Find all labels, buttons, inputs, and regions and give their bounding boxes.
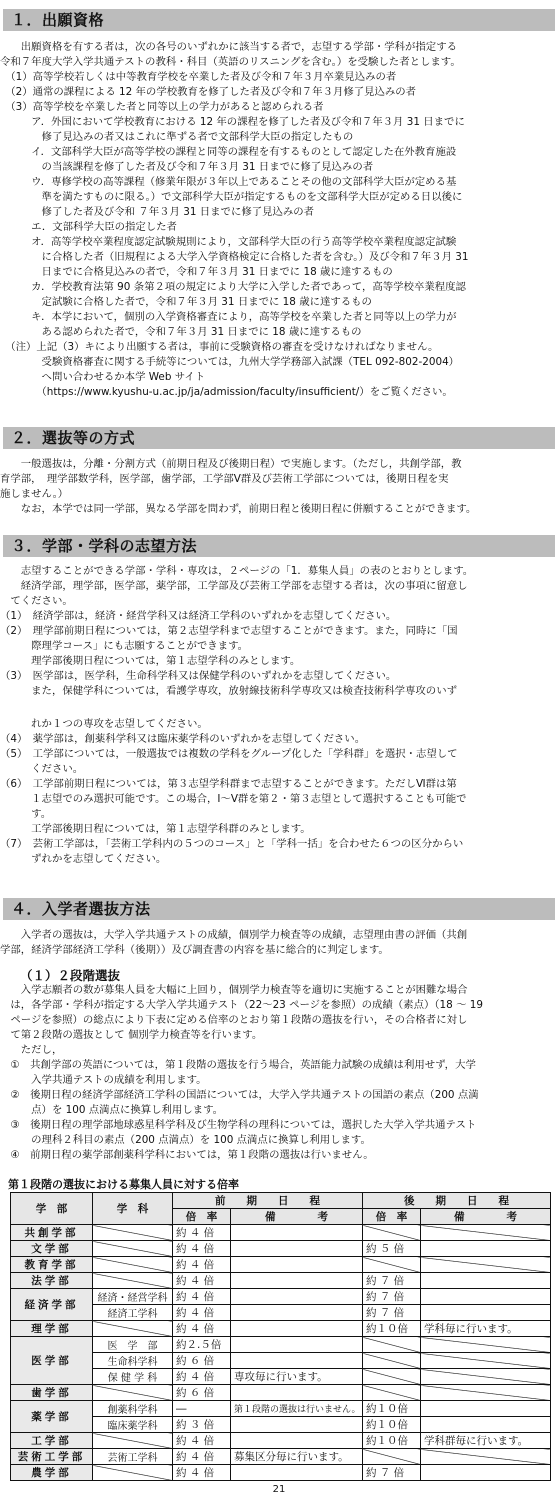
text-line: ずれかを志望してください。 xyxy=(0,853,167,865)
header-zenki-ratio: 倍 率 xyxy=(173,1209,231,1225)
faculty-cell: 理学部 xyxy=(11,1321,93,1337)
text-line: （2） 理学部前期日程については，第２志望学科まで志望することができます。また，同時に「国 xyxy=(0,625,458,637)
koki-ratio-cell xyxy=(363,1337,421,1353)
text-line: 日までに合格見込みの者で，令和７年３月 31 日までに 18 歳に達するもの xyxy=(0,266,393,278)
table-caption: 第１段階の選抜における募集人員に対する倍率 xyxy=(8,1178,239,1191)
koki-ratio-cell: 約 ７ 倍 xyxy=(363,1465,421,1481)
text-line: ア．外国において学校教育における 12 年の課程を修了した者及び令和７年３月 31 日までに xyxy=(0,116,465,128)
text-line: 学部，経済学部経済工学科（後期））及び調査書の内容を基に総合的に判定します。 xyxy=(0,944,389,956)
koki-remarks-cell xyxy=(421,1337,551,1353)
text-line: ウ．専修学校の高等課程（修業年限が３年以上であることその他の文部科学大臣が定める基 xyxy=(0,176,457,188)
header-koki-remarks: 備 考 xyxy=(421,1209,551,1225)
faculty-cell: 工学部 xyxy=(11,1433,93,1449)
section-heading-1: １．出願資格 xyxy=(3,9,555,31)
koki-remarks-cell xyxy=(421,1449,551,1465)
text-line: また，保健学科については，看護学専攻，放射線技術科学専攻又は検査技術科学専攻のいず xyxy=(0,685,457,697)
faculty-cell: 芸術工学部 xyxy=(11,1449,93,1465)
text-line: 際理学コース」にも志願することができます。 xyxy=(0,640,249,652)
table-row xyxy=(11,1449,551,1465)
text-line: キ．本学において，個別の入学資格審査により，高等学校を卒業した者と同等以上の学力が xyxy=(0,311,457,323)
table-row xyxy=(11,1257,551,1273)
zenki-ratio-cell: 約 ４ 倍 xyxy=(173,1321,231,1337)
text-line: （5） 工学部については，一般選抜では複数の学科をグループ化した「学科群」を選択・志望して xyxy=(0,748,458,760)
department-cell: 経済・経営学科 xyxy=(93,1289,173,1305)
text-line: （注）上記（3）キにより出願する者は，事前に受験資格の審査を受けなければなりません。 xyxy=(0,341,439,353)
text-line: てください。 xyxy=(0,595,73,607)
koki-ratio-cell: 約 ７ 倍 xyxy=(363,1289,421,1305)
text-line: 工学部後期日程については，第１志望学科群のみとします。 xyxy=(0,823,311,835)
zenki-ratio-cell: 約 ４ 倍 xyxy=(173,1433,231,1449)
text-line: （3）高等学校を卒業した者と同等以上の学力があると認められる者 xyxy=(0,101,324,113)
text-line: 令和７年度大学入学共通テストの教科・科目（英語のリスニングを含む。）を受験した者とします。 xyxy=(0,56,461,68)
text-line: ある認められた者で，令和７年３月 31 日までに 18 歳に達するもの xyxy=(0,326,362,338)
text-line: へ問い合わせるか本学 Web サイト xyxy=(0,371,206,383)
table-row xyxy=(11,1273,551,1289)
zenki-remarks-cell: 専攻毎に行います。 xyxy=(231,1369,363,1385)
text-line: カ．学校教育法第 90 条第２項の規定により大学に入学した者であって，高等学校卒業程度認 xyxy=(0,281,466,293)
text-line: ただし， xyxy=(0,1044,63,1056)
text-line: ③ 後期日程の理学部地球惑星科学科及び生物学科の理科については，選択した大学入学共通テスト xyxy=(0,1119,477,1131)
department-cell: 保 健 学 科 xyxy=(93,1369,173,1385)
zenki-remarks-cell xyxy=(231,1273,363,1289)
zenki-ratio-cell: 約 ３ 倍 xyxy=(173,1417,231,1433)
text-line: 施しません。） xyxy=(0,488,69,500)
header-zenki: 前 期 日 程 xyxy=(173,1193,363,1209)
text-line: イ．文部科学大臣が高等学校の課程と同等の課程を有するものとして認定した在外教育施設 xyxy=(0,146,457,158)
koki-remarks-cell xyxy=(421,1305,551,1321)
selection-ratio-table xyxy=(10,1192,551,1481)
koki-remarks-cell: 学科群毎に行います。 xyxy=(421,1433,551,1449)
zenki-remarks-cell xyxy=(231,1337,363,1353)
koki-ratio-cell: 約１０倍 xyxy=(363,1433,421,1449)
zenki-ratio-cell: 約 ４ 倍 xyxy=(173,1289,231,1305)
text-line: （https://www.kyushu-u.ac.jp/ja/admission/faculty/insufficient/）をご覧ください。 xyxy=(0,386,453,398)
text-line: （1） 経済学部は，経済・経営学科又は経済工学科のいずれかを志望してください。 xyxy=(0,610,397,622)
zenki-remarks-cell xyxy=(231,1417,363,1433)
zenki-remarks-cell xyxy=(231,1353,363,1369)
koki-ratio-cell: 約 ７ 倍 xyxy=(363,1273,421,1289)
department-cell: 芸術工学科 xyxy=(93,1449,173,1465)
text-line: 理学部後期日程については，第１志望学科のみとします。 xyxy=(0,655,301,667)
zenki-remarks-cell xyxy=(231,1225,363,1241)
department-cell: 創薬科学科 xyxy=(93,1401,173,1417)
zenki-remarks-cell xyxy=(231,1305,363,1321)
faculty-cell: 農学部 xyxy=(11,1465,93,1481)
faculty-cell: 文学部 xyxy=(11,1241,93,1257)
department-cell: 経済工学科 xyxy=(93,1305,173,1321)
koki-ratio-cell: 約 ７ 倍 xyxy=(363,1305,421,1321)
zenki-remarks-cell xyxy=(231,1321,363,1337)
table-row xyxy=(11,1385,551,1401)
text-line: 出願資格を有する者は，次の各号のいずれかに該当する者で，志望する学部・学科が指定する xyxy=(0,41,457,53)
faculty-cell: 薬学部 xyxy=(11,1401,93,1433)
koki-ratio-cell xyxy=(363,1257,421,1273)
table-row xyxy=(11,1289,551,1305)
section-heading-2: ２．選抜等の方式 xyxy=(3,427,555,449)
koki-remarks-cell xyxy=(421,1369,551,1385)
zenki-ratio-cell: 約２.５倍 xyxy=(173,1337,231,1353)
koki-remarks-cell xyxy=(421,1465,551,1481)
koki-remarks-cell: 学科毎に行います。 xyxy=(421,1321,551,1337)
department-cell xyxy=(93,1385,173,1401)
text-line: す。 xyxy=(0,808,52,820)
zenki-ratio-cell: 約 ４ 倍 xyxy=(173,1225,231,1241)
faculty-cell: 教育学部 xyxy=(11,1257,93,1273)
zenki-remarks-cell: 募集区分毎に行います。 xyxy=(231,1449,363,1465)
koki-remarks-cell xyxy=(421,1417,551,1433)
koki-remarks-cell xyxy=(421,1257,551,1273)
text-line: 点）を 100 点満点に換算し利用します。 xyxy=(0,1104,224,1116)
text-line: 志望することができる学部・学科・専攻は，２ページの「1．募集人員」の表のとおりとします。 xyxy=(0,565,474,577)
zenki-remarks-cell xyxy=(231,1465,363,1481)
text-line: 育学部， 理学部数学科，医学部，歯学部，工学部Ⅴ群及び芸術工学部については，後期日程を実 xyxy=(0,473,449,485)
koki-remarks-cell xyxy=(421,1401,551,1417)
koki-remarks-cell xyxy=(421,1353,551,1369)
zenki-ratio-cell: 約 ４ 倍 xyxy=(173,1465,231,1481)
text-line: 入学共通テストの成績を利用します。 xyxy=(0,1074,207,1086)
table-row xyxy=(11,1225,551,1241)
text-line: 定試験に合格した者で，令和７年３月 31 日までに 18 歳に達するもの xyxy=(0,296,372,308)
text-line: （6） 工学部前期日程については，第３志望学科群まで志望することができます。ただしⅥ群は第 xyxy=(0,778,457,790)
department-cell xyxy=(93,1241,173,1257)
text-line: の理科２科目の素点（200 点満点）を 100 点満点に換算し利用します。 xyxy=(0,1134,371,1146)
zenki-ratio-cell: 約 ６ 倍 xyxy=(173,1353,231,1369)
text-line: 修了見込みの者又はこれに準ずる者で文部科学大臣の指定したもの xyxy=(0,131,354,143)
zenki-ratio-cell: ― xyxy=(173,1401,231,1417)
faculty-cell: 共創学部 xyxy=(11,1225,93,1241)
text-line: ④ 前期日程の薬学部創薬科学科においては，第１段階の選抜は行いません。 xyxy=(0,1149,374,1161)
zenki-ratio-cell: 約 ６ 倍 xyxy=(173,1385,231,1401)
zenki-remarks-cell xyxy=(231,1433,363,1449)
text-line: オ．高等学校卒業程度認定試験規則により，文部科学大臣の行う高等学校卒業程度認定試験 xyxy=(0,236,457,248)
zenki-remarks-cell xyxy=(231,1289,363,1305)
department-cell xyxy=(93,1321,173,1337)
text-line: ① 共創学部の英語については，第１段階の選抜を行う場合，英語能力試験の成績は利用せず，大学 xyxy=(0,1059,476,1071)
text-line: 一般選抜は，分離・分割方式（前期日程及び後期日程）で実施します。（ただし，共創学部，教 xyxy=(0,458,462,470)
zenki-remarks-cell xyxy=(231,1257,363,1273)
koki-remarks-cell xyxy=(421,1385,551,1401)
text-line: 修了した者及び令和 ７年３月 31 日までに修了見込みの者 xyxy=(0,206,315,218)
department-cell xyxy=(93,1465,173,1481)
department-cell xyxy=(93,1257,173,1273)
faculty-cell: 歯学部 xyxy=(11,1385,93,1401)
zenki-ratio-cell: 約 ４ 倍 xyxy=(173,1273,231,1289)
page-number: 21 xyxy=(272,1484,286,1495)
zenki-remarks-cell xyxy=(231,1385,363,1401)
text-line: は，各学部・学科が指定する大学入学共通テスト（22～23 ページを参照）の成績（素点）（18 ～ 19 xyxy=(0,999,483,1011)
zenki-ratio-cell: 約 ４ 倍 xyxy=(173,1449,231,1465)
text-line: （4） 薬学部は，創薬科学科又は臨床薬学科のいずれかを志望してください。 xyxy=(0,733,366,745)
text-line: に合格した者（旧規程による大学入学資格検定に合格した者を含む。）及び令和７年３月 31 xyxy=(0,251,469,263)
header-koki: 後 期 日 程 xyxy=(363,1193,551,1209)
koki-ratio-cell: 約１０倍 xyxy=(363,1401,421,1417)
text-line: れか１つの専攻を志望してください。 xyxy=(0,718,208,730)
text-line: ② 後期日程の経済学部経済工学科の国語については，大学入学共通テストの国語の素点（200 点満 xyxy=(0,1089,479,1101)
table-row xyxy=(11,1337,551,1353)
koki-remarks-cell xyxy=(421,1289,551,1305)
text-line: ください。 xyxy=(0,763,84,775)
zenki-remarks-cell xyxy=(231,1241,363,1257)
zenki-remarks-cell: 第１段階の選抜は行いません。 xyxy=(231,1401,363,1417)
table-row xyxy=(11,1241,551,1257)
department-cell: 医 学 部 xyxy=(93,1337,173,1353)
koki-ratio-cell xyxy=(363,1385,421,1401)
table-row xyxy=(11,1401,551,1417)
koki-remarks-cell xyxy=(421,1273,551,1289)
text-line: （7） 芸術工学部は，「芸術工学科内の５つのコース」と「学科一括」を合わせた６つの区分からい xyxy=(0,838,464,850)
koki-ratio-cell xyxy=(363,1449,421,1465)
department-cell: 臨床薬学科 xyxy=(93,1417,173,1433)
department-cell xyxy=(93,1225,173,1241)
department-cell: 生命科学科 xyxy=(93,1353,173,1369)
koki-ratio-cell xyxy=(363,1369,421,1385)
text-line: 経済学部，理学部，医学部，薬学部，工学部及び芸術工学部を志望する者は，次の事項に留意し xyxy=(0,580,468,592)
text-line: １志望でのみ選択可能です。この場合，Ⅰ～Ⅴ群を第２・第３志望として選択することも可能で xyxy=(0,793,467,805)
zenki-ratio-cell: 約 ４ 倍 xyxy=(173,1241,231,1257)
text-line: 入学者の選抜は，大学入学共通テストの成績，個別学力検査等の成績，志望理由書の評価（共創 xyxy=(0,929,468,941)
text-line: 入学志願者の数が募集人員を大幅に上回り，個別学力検査等を適切に実施することが困難な場合 xyxy=(0,984,468,996)
header-zenki-remarks: 備 考 xyxy=(231,1209,363,1225)
koki-remarks-cell xyxy=(421,1241,551,1257)
text-line: の当該課程を修了した者及び令和７年３月 31 日までに修了見込みの者 xyxy=(0,161,374,173)
koki-remarks-cell xyxy=(421,1225,551,1241)
header-faculty: 学 部 xyxy=(11,1193,93,1225)
subsection-title: （１）２段階選抜 xyxy=(20,968,121,983)
text-line: （3） 医学部は，医学科，生命科学科又は保健学科のいずれかを志望してください。 xyxy=(0,670,397,682)
text-line: 準を満たすものに限る。）で文部科学大臣が指定するものを文部科学大臣が定める日以後に xyxy=(0,191,463,203)
text-line: エ．文部科学大臣の指定した者 xyxy=(0,221,177,233)
section-heading-3: ３．学部・学科の志望方法 xyxy=(3,535,555,557)
text-line: なお，本学では同一学部，異なる学部を問わず，前期日程と後期日程に併願することができます。 xyxy=(0,503,477,515)
text-line: （2）通常の課程による 12 年の学校教育を修了した者及び令和７年３月修了見込みの者 xyxy=(0,86,417,98)
faculty-cell: 法学部 xyxy=(11,1273,93,1289)
text-line: て第２段階の選抜として 個別学力検査等を行います。 xyxy=(0,1029,263,1041)
faculty-cell: 経済学部 xyxy=(11,1289,93,1321)
table-row xyxy=(11,1321,551,1337)
text-line: 受験資格審査に関する手続等については，九州大学学務部入試課（TEL 092-802-2004） xyxy=(0,356,460,368)
text-line: ページを参照）の総点により下表に定める倍率のとおり第１段階の選抜を行い，その合格者に対し xyxy=(0,1014,468,1026)
table-row xyxy=(11,1433,551,1449)
koki-ratio-cell: 約１０倍 xyxy=(363,1417,421,1433)
header-koki-ratio: 倍 率 xyxy=(363,1209,421,1225)
department-cell xyxy=(93,1433,173,1449)
koki-ratio-cell: 約 ５ 倍 xyxy=(363,1241,421,1257)
section-heading-4: ４．入学者選抜方法 xyxy=(3,898,555,920)
faculty-cell: 医学部 xyxy=(11,1337,93,1385)
table-row xyxy=(11,1465,551,1481)
koki-ratio-cell: 約１０倍 xyxy=(363,1321,421,1337)
zenki-ratio-cell: 約 ４ 倍 xyxy=(173,1369,231,1385)
zenki-ratio-cell: 約 ４ 倍 xyxy=(173,1305,231,1321)
zenki-ratio-cell: 約 ４ 倍 xyxy=(173,1257,231,1273)
header-department: 学 科 xyxy=(93,1193,173,1225)
koki-ratio-cell xyxy=(363,1353,421,1369)
text-line: （1）高等学校若しくは中等教育学校を卒業した者及び令和７年３月卒業見込みの者 xyxy=(0,71,397,83)
department-cell xyxy=(93,1273,173,1289)
koki-ratio-cell xyxy=(363,1225,421,1241)
